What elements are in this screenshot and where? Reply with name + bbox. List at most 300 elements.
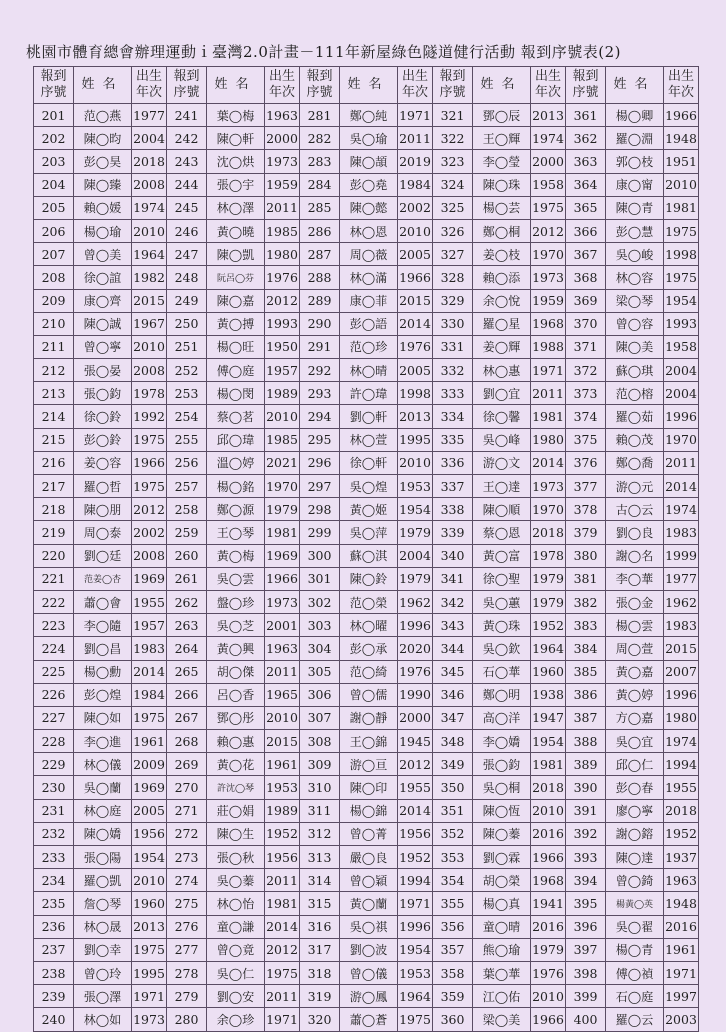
checkin-number: 220: [34, 544, 74, 567]
birth-year: 2016: [531, 822, 566, 845]
participant-name: 彭◯語: [340, 312, 398, 335]
table-row: [34, 475, 699, 498]
birth-year: 2014: [664, 475, 699, 498]
participant-name: 曾◯穎: [340, 869, 398, 892]
participant-name: 楊◯閔: [207, 382, 265, 405]
participant-name: 李◯隨: [74, 614, 132, 637]
birth-year: 1971: [398, 892, 433, 915]
header-birth-year: 出生 年次: [398, 67, 433, 104]
birth-year: 1979: [265, 498, 300, 521]
header-checkin-number: 報到 序號: [566, 67, 606, 104]
birth-year: 1961: [265, 753, 300, 776]
checkin-number: 377: [566, 475, 606, 498]
checkin-number: 350: [433, 776, 473, 799]
checkin-number: 395: [566, 892, 606, 915]
birth-year: 1971: [664, 961, 699, 984]
birth-year: 1957: [132, 614, 167, 637]
checkin-number: 333: [433, 382, 473, 405]
participant-name: 黃◯蘭: [340, 892, 398, 915]
checkin-number: 362: [566, 127, 606, 150]
checkin-number: 255: [167, 428, 207, 451]
birth-year: 1978: [132, 382, 167, 405]
checkin-number: 370: [566, 312, 606, 335]
birth-year: 1975: [132, 938, 167, 961]
birth-year: 1961: [664, 938, 699, 961]
checkin-number: 215: [34, 428, 74, 451]
checkin-number: 278: [167, 961, 207, 984]
birth-year: 2015: [398, 289, 433, 312]
participant-name: 彭◯煌: [74, 683, 132, 706]
birth-year: 2004: [664, 382, 699, 405]
participant-name: 李◯瑩: [473, 150, 531, 173]
checkin-number: 288: [300, 266, 340, 289]
birth-year: 2010: [531, 985, 566, 1008]
participant-name: 陳◯朋: [74, 498, 132, 521]
header-row: [34, 67, 699, 104]
participant-name: 陳◯昀: [74, 127, 132, 150]
checkin-number: 232: [34, 822, 74, 845]
participant-name: 林◯滿: [340, 266, 398, 289]
birth-year: 1952: [265, 822, 300, 845]
participant-name: 陳◯軒: [207, 127, 265, 150]
participant-name: 林◯澤: [207, 196, 265, 219]
checkin-number: 311: [300, 799, 340, 822]
participant-name: 陳◯懿: [340, 196, 398, 219]
participant-name: 陳◯生: [207, 822, 265, 845]
participant-name: 林◯容: [606, 266, 664, 289]
checkin-number: 354: [433, 869, 473, 892]
checkin-number: 323: [433, 150, 473, 173]
birth-year: 2014: [132, 660, 167, 683]
birth-year: 1979: [398, 567, 433, 590]
participant-name: 王◯輝: [473, 127, 531, 150]
participant-name: 范姜◯杏: [74, 567, 132, 590]
birth-year: 1937: [664, 846, 699, 869]
table-row: [34, 915, 699, 938]
birth-year: 1973: [265, 150, 300, 173]
birth-year: 1998: [664, 243, 699, 266]
birth-year: 1967: [132, 312, 167, 335]
participant-name: 羅◯淵: [606, 127, 664, 150]
participant-name: 彭◯春: [606, 776, 664, 799]
participant-name: 蔡◯茗: [207, 405, 265, 428]
birth-year: 1975: [265, 961, 300, 984]
birth-year: 1941: [531, 892, 566, 915]
participant-name: 黃◯嘉: [606, 660, 664, 683]
birth-year: 1968: [531, 312, 566, 335]
checkin-number: 247: [167, 243, 207, 266]
participant-name: 石◯庭: [606, 985, 664, 1008]
birth-year: 2018: [132, 150, 167, 173]
header-name: 姓名: [207, 67, 265, 104]
checkin-number: 252: [167, 359, 207, 382]
participant-name: 林◯恩: [340, 219, 398, 242]
participant-name: 徐◯誼: [74, 266, 132, 289]
checkin-number: 365: [566, 196, 606, 219]
participant-name: 彭◯承: [340, 637, 398, 660]
participant-name: 吳◯峰: [473, 428, 531, 451]
participant-name: 陳◯達: [606, 846, 664, 869]
page-title: 桃園市體育總會辦理運動ｉ臺灣2.0計畫－111年新屋綠色隧道健行活動 報到序號表(2): [26, 43, 622, 61]
participant-name: 梁◯美: [473, 1008, 531, 1031]
table-row: [34, 637, 699, 660]
birth-year: 2011: [265, 869, 300, 892]
birth-year: 1954: [398, 498, 433, 521]
checkin-number: 363: [566, 150, 606, 173]
participant-name: 阮呂◯芬: [207, 266, 265, 289]
table-row: [34, 405, 699, 428]
participant-name: 康◯甯: [606, 173, 664, 196]
checkin-number: 226: [34, 683, 74, 706]
checkin-number: 379: [566, 521, 606, 544]
header-birth-year: 出生 年次: [265, 67, 300, 104]
birth-year: 1981: [531, 753, 566, 776]
participant-name: 陳◯如: [74, 706, 132, 729]
participant-name: 鄭◯桐: [473, 219, 531, 242]
birth-year: 1979: [531, 938, 566, 961]
participant-name: 徐◯軒: [340, 451, 398, 474]
participant-name: 劉◯廷: [74, 544, 132, 567]
checkin-number: 300: [300, 544, 340, 567]
birth-year: 1979: [531, 590, 566, 613]
checkin-number: 312: [300, 822, 340, 845]
birth-year: 1979: [531, 567, 566, 590]
participant-name: 林◯庭: [74, 799, 132, 822]
checkin-number: 238: [34, 961, 74, 984]
participant-name: 莊◯娟: [207, 799, 265, 822]
participant-name: 呂◯香: [207, 683, 265, 706]
table-row: [34, 567, 699, 590]
birth-year: 2016: [664, 915, 699, 938]
birth-year: 2018: [531, 776, 566, 799]
birth-year: 1938: [531, 683, 566, 706]
checkin-number: 366: [566, 219, 606, 242]
checkin-number: 236: [34, 915, 74, 938]
participant-name: 陳◯鈴: [340, 567, 398, 590]
birth-year: 1948: [664, 892, 699, 915]
checkin-number: 280: [167, 1008, 207, 1031]
participant-name: 李◯進: [74, 730, 132, 753]
birth-year: 1975: [132, 428, 167, 451]
birth-year: 1952: [531, 614, 566, 637]
checkin-number: 266: [167, 683, 207, 706]
participant-name: 楊◯瑜: [74, 219, 132, 242]
birth-year: 1971: [265, 1008, 300, 1031]
birth-year: 1975: [132, 475, 167, 498]
header-name: 姓名: [473, 67, 531, 104]
birth-year: 1970: [531, 498, 566, 521]
checkin-number: 233: [34, 846, 74, 869]
participant-name: 陳◯青: [606, 196, 664, 219]
participant-name: 張◯秋: [207, 846, 265, 869]
participant-name: 李◯嬌: [473, 730, 531, 753]
checkin-number: 260: [167, 544, 207, 567]
participant-name: 林◯如: [74, 1008, 132, 1031]
checkin-number: 388: [566, 730, 606, 753]
birth-year: 2005: [398, 243, 433, 266]
birth-year: 1982: [132, 266, 167, 289]
participant-name: 江◯佑: [473, 985, 531, 1008]
header-checkin-number: 報到 序號: [433, 67, 473, 104]
birth-year: 1990: [398, 683, 433, 706]
table-row: [34, 706, 699, 729]
birth-year: 1994: [398, 869, 433, 892]
birth-year: 1996: [398, 614, 433, 637]
participant-name: 許◯瑋: [340, 382, 398, 405]
birth-year: 1960: [132, 892, 167, 915]
checkin-number: 264: [167, 637, 207, 660]
checkin-number: 205: [34, 196, 74, 219]
birth-year: 2001: [265, 614, 300, 637]
birth-year: 1973: [132, 1008, 167, 1031]
checkin-number: 296: [300, 451, 340, 474]
birth-year: 1964: [132, 243, 167, 266]
participant-name: 鄭◯源: [207, 498, 265, 521]
participant-name: 賴◯媛: [74, 196, 132, 219]
birth-year: 1951: [664, 150, 699, 173]
checkin-number: 367: [566, 243, 606, 266]
checkin-number: 295: [300, 428, 340, 451]
participant-name: 陳◯恆: [473, 799, 531, 822]
participant-name: 王◯錦: [340, 730, 398, 753]
participant-name: 吳◯宜: [606, 730, 664, 753]
participant-name: 楊◯青: [606, 938, 664, 961]
birth-year: 1989: [265, 382, 300, 405]
checkin-number: 382: [566, 590, 606, 613]
birth-year: 1981: [265, 521, 300, 544]
checkin-number: 203: [34, 150, 74, 173]
table-body: [34, 104, 699, 1032]
birth-year: 1948: [664, 127, 699, 150]
checkin-number: 228: [34, 730, 74, 753]
participant-name: 童◯謙: [207, 915, 265, 938]
checkin-number: 319: [300, 985, 340, 1008]
participant-name: 陳◯嬌: [74, 822, 132, 845]
participant-name: 邱◯瑋: [207, 428, 265, 451]
table-row: [34, 892, 699, 915]
birth-year: 2010: [531, 799, 566, 822]
birth-year: 2010: [265, 405, 300, 428]
checkin-number: 204: [34, 173, 74, 196]
participant-name: 劉◯宜: [473, 382, 531, 405]
participant-name: 羅◯哲: [74, 475, 132, 498]
checkin-number: 212: [34, 359, 74, 382]
table-row: [34, 359, 699, 382]
birth-year: 1956: [132, 822, 167, 845]
table-row: [34, 683, 699, 706]
participant-name: 鄭◯喬: [606, 451, 664, 474]
birth-year: 1980: [531, 428, 566, 451]
participant-name: 陳◯凱: [207, 243, 265, 266]
birth-year: 1985: [265, 219, 300, 242]
checkin-number: 396: [566, 915, 606, 938]
checkin-number: 219: [34, 521, 74, 544]
participant-name: 吳◯蓁: [207, 869, 265, 892]
participant-name: 吳◯蘭: [74, 776, 132, 799]
table-row: [34, 799, 699, 822]
participant-name: 吳◯蕙: [473, 590, 531, 613]
checkin-number: 208: [34, 266, 74, 289]
table-row: [34, 590, 699, 613]
participant-name: 張◯陽: [74, 846, 132, 869]
birth-year: 1969: [132, 567, 167, 590]
participant-name: 曾◯容: [606, 312, 664, 335]
checkin-number: 227: [34, 706, 74, 729]
checkin-number: 287: [300, 243, 340, 266]
checkin-number: 318: [300, 961, 340, 984]
birth-year: 1964: [531, 637, 566, 660]
birth-year: 1996: [664, 405, 699, 428]
birth-year: 2010: [265, 706, 300, 729]
checkin-number: 221: [34, 567, 74, 590]
participant-name: 黃◯珠: [473, 614, 531, 637]
participant-name: 羅◯凱: [74, 869, 132, 892]
birth-year: 1994: [664, 753, 699, 776]
birth-year: 2010: [132, 869, 167, 892]
birth-year: 2015: [664, 637, 699, 660]
checkin-number: 371: [566, 335, 606, 358]
birth-year: 1970: [265, 475, 300, 498]
participant-name: 曾◯寧: [74, 335, 132, 358]
birth-year: 2014: [265, 915, 300, 938]
participant-name: 郭◯枝: [606, 150, 664, 173]
checkin-number: 389: [566, 753, 606, 776]
checkin-number: 302: [300, 590, 340, 613]
checkin-number: 355: [433, 892, 473, 915]
checkin-number: 360: [433, 1008, 473, 1031]
checkin-number: 209: [34, 289, 74, 312]
birth-year: 1979: [398, 521, 433, 544]
birth-year: 1984: [132, 683, 167, 706]
birth-year: 1956: [265, 846, 300, 869]
checkin-number: 299: [300, 521, 340, 544]
checkin-number: 291: [300, 335, 340, 358]
birth-year: 2009: [132, 753, 167, 776]
checkin-number: 267: [167, 706, 207, 729]
birth-year: 1977: [132, 104, 167, 127]
birth-year: 2005: [132, 799, 167, 822]
participant-name: 林◯晴: [340, 359, 398, 382]
participant-name: 楊◯真: [473, 892, 531, 915]
table-row: [34, 266, 699, 289]
table-row: [34, 104, 699, 127]
participant-name: 范◯燕: [74, 104, 132, 127]
checkin-number: 328: [433, 266, 473, 289]
header-checkin-number: 報到 序號: [300, 67, 340, 104]
birth-year: 1976: [265, 266, 300, 289]
participant-name: 廖◯寧: [606, 799, 664, 822]
birth-year: 1959: [265, 173, 300, 196]
checkin-number: 380: [566, 544, 606, 567]
checkin-number: 253: [167, 382, 207, 405]
table-row: [34, 938, 699, 961]
checkin-number: 261: [167, 567, 207, 590]
birth-year: 2011: [398, 127, 433, 150]
birth-year: 2016: [531, 915, 566, 938]
table-row: [34, 660, 699, 683]
participant-name: 蘇◯琪: [606, 359, 664, 382]
birth-year: 1965: [265, 683, 300, 706]
checkin-number: 271: [167, 799, 207, 822]
participant-name: 姜◯枝: [473, 243, 531, 266]
birth-year: 1964: [398, 985, 433, 1008]
birth-year: 1963: [265, 104, 300, 127]
birth-year: 1983: [664, 614, 699, 637]
header-birth-year: 出生 年次: [531, 67, 566, 104]
participant-name: 鄭◯純: [340, 104, 398, 127]
participant-name: 徐◯聖: [473, 567, 531, 590]
participant-name: 楊◯銘: [207, 475, 265, 498]
birth-year: 2014: [398, 799, 433, 822]
birth-year: 1973: [531, 266, 566, 289]
header-checkin-number: 報到 序號: [34, 67, 74, 104]
participant-name: 曾◯錡: [606, 869, 664, 892]
birth-year: 1983: [664, 521, 699, 544]
birth-year: 1947: [531, 706, 566, 729]
birth-year: 1953: [398, 475, 433, 498]
birth-year: 1953: [398, 961, 433, 984]
checkin-number: 353: [433, 846, 473, 869]
checkin-number: 269: [167, 753, 207, 776]
checkin-number: 224: [34, 637, 74, 660]
checkin-number: 231: [34, 799, 74, 822]
participant-name: 胡◯傑: [207, 660, 265, 683]
birth-year: 1966: [531, 846, 566, 869]
table-row: [34, 335, 699, 358]
checkin-number: 237: [34, 938, 74, 961]
birth-year: 1975: [398, 1008, 433, 1031]
birth-year: 2012: [132, 498, 167, 521]
checkin-number: 242: [167, 127, 207, 150]
checkin-number: 383: [566, 614, 606, 637]
participant-name: 徐◯馨: [473, 405, 531, 428]
participant-name: 張◯金: [606, 590, 664, 613]
checkin-number: 348: [433, 730, 473, 753]
birth-year: 1974: [531, 127, 566, 150]
checkin-number: 213: [34, 382, 74, 405]
birth-year: 2015: [265, 730, 300, 753]
checkin-number: 332: [433, 359, 473, 382]
checkin-number: 357: [433, 938, 473, 961]
table-row: [34, 776, 699, 799]
checkin-number: 397: [566, 938, 606, 961]
checkin-number: 202: [34, 127, 74, 150]
birth-year: 1954: [398, 938, 433, 961]
checkin-number: 250: [167, 312, 207, 335]
checkin-number: 282: [300, 127, 340, 150]
checkin-number: 293: [300, 382, 340, 405]
birth-year: 1983: [132, 637, 167, 660]
checkin-number: 230: [34, 776, 74, 799]
participant-name: 范◯榮: [340, 590, 398, 613]
birth-year: 1996: [664, 683, 699, 706]
participant-name: 張◯宇: [207, 173, 265, 196]
participant-name: 林◯怡: [207, 892, 265, 915]
participant-name: 周◯薇: [340, 243, 398, 266]
birth-year: 2008: [132, 173, 167, 196]
header-name: 姓名: [74, 67, 132, 104]
birth-year: 2005: [398, 359, 433, 382]
checkin-number: 218: [34, 498, 74, 521]
checkin-number: 313: [300, 846, 340, 869]
birth-year: 2000: [398, 706, 433, 729]
checkin-number: 368: [566, 266, 606, 289]
birth-year: 1966: [265, 567, 300, 590]
birth-year: 2000: [531, 150, 566, 173]
participant-name: 張◯鈞: [473, 753, 531, 776]
checkin-number: 214: [34, 405, 74, 428]
checkin-number: 385: [566, 660, 606, 683]
